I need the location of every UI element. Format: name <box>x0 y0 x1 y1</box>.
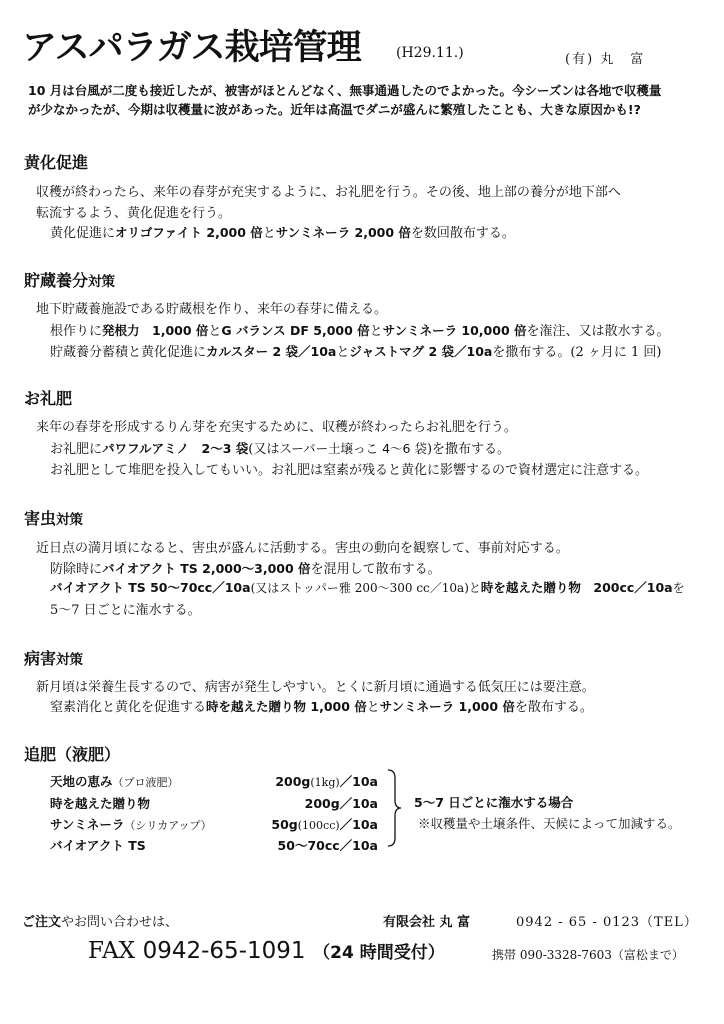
intro-line: が少なかったが、今期は収穫量に波があった。近年は高温でダニが盛んに繁殖したことも、大きな原因かも!? <box>28 102 641 117</box>
section-heading-disease: 病害対策 <box>24 649 84 668</box>
product-dose: カルスター 2 袋／10a <box>206 344 337 359</box>
fertilizer-rate: 50～70cc／10a <box>277 838 378 853</box>
paragraph-line: 来年の春芽を形成するりん芽を充実するために、収穫が終わったらお礼肥を行う。 <box>36 420 517 435</box>
product-dose: 発根力 1,000 倍 <box>102 323 209 338</box>
paragraph-line: 窒素消化と黄化を促進する時を越えた贈り物 1,000 倍とサンミネーラ 1,000 倍を散布する。 <box>50 699 593 715</box>
product-dose: バイオアクト TS 2,000～3,000 倍 <box>102 561 311 576</box>
product-dose: 時を越えた贈り物 200cc／10a <box>480 580 673 595</box>
mobile-number: 携帯 090-3328-7603（富松まで） <box>492 948 684 962</box>
order-prompt: ご注文やお問い合わせは、 <box>22 915 179 930</box>
product-dose: サンミネーラ 2,000 倍 <box>275 225 411 240</box>
product-dose: バイオアクト TS 50～70cc／10a <box>50 580 251 595</box>
paragraph-line: 新月頃は栄養生長するので、病害が発生しやすい。とくに新月頃に通過する低気圧には要注意。 <box>36 680 595 695</box>
paragraph-line: バイオアクト TS 50～70cc／10a(又はストッパー雅 200～300 cc／10a)と時を越えた贈り物 200cc／10aを <box>50 580 685 595</box>
adjust-note: ※収穫量や土壌条件、天候によって加減する。 <box>418 816 681 831</box>
paragraph-line: 収穫が終わったら、来年の春芽が充実するように、お礼肥を行う。その後、地上部の養分が地下部へ <box>36 185 621 200</box>
issue-date: (H29.11.) <box>396 45 464 61</box>
page-title: アスパラガス栽培管理 <box>22 28 361 68</box>
phone-number: 0942 - 65 - 0123（TEL） <box>516 915 698 930</box>
intro-paragraph <box>28 81 661 119</box>
fertilizer-name: サンミネーラ（シリカアップ） <box>50 817 212 832</box>
watering-note: 5～7 日ごとに潅水する場合 <box>414 795 574 810</box>
paragraph-line: お礼肥にパワフルアミノ 2～3 袋(又はスーパー土壌っこ 4～6 袋)を撒布する。 <box>50 441 511 457</box>
paragraph-line: 根作りに発根力 1,000 倍とG バランス DF 5,000 倍とサンミネーラ 10,000 倍を潅注、又は散水する。 <box>50 323 670 339</box>
brace-icon <box>386 768 402 848</box>
paragraph-line: 5～7 日ごとに潅水する。 <box>50 603 201 618</box>
fax-hours: （24 時間受付） <box>313 943 445 963</box>
fertilizer-rate: 200g／10a <box>304 796 378 811</box>
fertilizer-rate: 50g(100cc)／10a <box>271 817 378 832</box>
paragraph-line: 地下貯蔵養施設である貯蔵根を作り、来年の春芽に備える。 <box>36 302 388 317</box>
fertilizer-name: 時を越えた贈り物 <box>50 796 151 811</box>
fax-number: 0942-65-1091 <box>142 938 306 964</box>
section-heading-topdress: 追肥（液肥） <box>24 745 121 764</box>
product-dose: 時を越えた贈り物 1,000 倍 <box>206 699 367 714</box>
product-dose: スーパー土壌っこ 4～6 袋 <box>279 441 427 456</box>
fax-line <box>88 936 445 964</box>
paragraph-line: 転流するよう、黄化促進を行う。 <box>36 206 232 221</box>
product-dose: オリゴファイト 2,000 倍 <box>115 225 263 240</box>
product-dose: G バランス DF 5,000 倍 <box>221 323 370 338</box>
paragraph-line: お礼肥として堆肥を投入してもいい。お礼肥は窒素が残ると黄化に影響するので資材選定に注意する。 <box>50 463 649 478</box>
section-heading-yellowing: 黄化促進 <box>24 153 89 172</box>
fertilizer-rate: 200g(1kg)／10a <box>275 774 378 789</box>
paragraph-line: 黄化促進にオリゴファイト 2,000 倍とサンミネーラ 2,000 倍を数回散布する。 <box>50 225 515 241</box>
product-dose: サンミネーラ 1,000 倍 <box>379 699 515 714</box>
product-dose: ジャストマグ 2 袋／10a <box>349 344 493 359</box>
paragraph-line: 貯蔵養分蓄積と黄化促進にカルスター 2 袋／10aとジャストマグ 2 袋／10aを撒布する。(2 ヶ月に 1 回) <box>50 344 662 360</box>
section-heading-pests: 害虫対策 <box>24 509 84 528</box>
section-heading-thanks: お礼肥 <box>24 389 73 408</box>
paragraph-line: 近日点の満月頃になると、害虫が盛んに活動する。害虫の動向を観察して、事前対応する。 <box>36 541 569 556</box>
company-name: (有) 丸 富 <box>565 52 646 67</box>
product-dose: パワフルアミノ 2～3 袋 <box>102 441 249 456</box>
fertilizer-name: 天地の恵み（プロ液肥） <box>50 774 179 789</box>
company-full-name: 有限会社 丸 富 <box>383 915 471 930</box>
fax-label: FAX <box>88 938 135 964</box>
section-heading-storage: 貯蔵養分対策 <box>24 271 116 290</box>
fertilizer-name: バイオアクト TS <box>50 838 146 853</box>
paragraph-line: 防除時にバイオアクト TS 2,000～3,000 倍を混用して散布する。 <box>50 561 441 577</box>
intro-line: 10 月は台風が二度も接近したが、被害がほとんどなく、無事通過したのでよかった。今シーズンは各地で収穫量 <box>28 83 662 98</box>
product-dose: サンミネーラ 10,000 倍 <box>382 323 527 338</box>
